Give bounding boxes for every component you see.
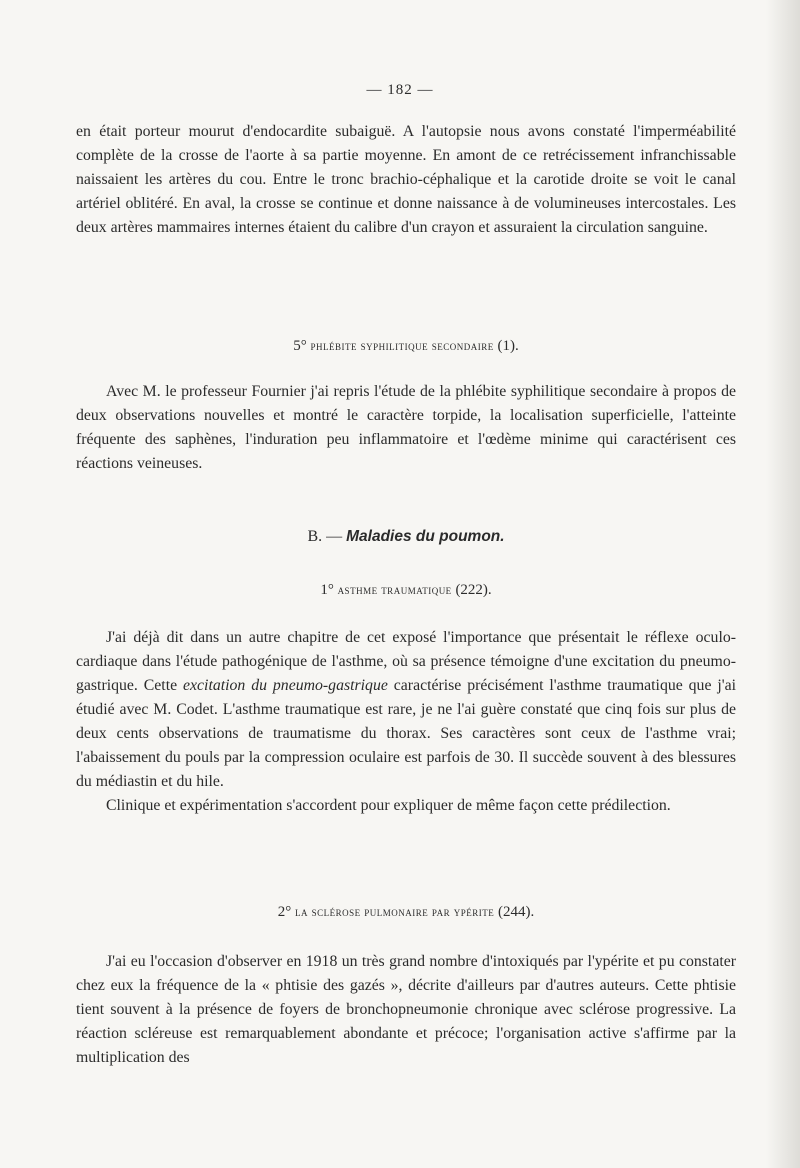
section-5-number: 5°	[293, 338, 307, 354]
section-5-ref: (1).	[497, 338, 519, 354]
section-5-paragraph: Avec M. le professeur Fournier j'ai repris l'étude de la phlébite syphilitique secondaire à propos de deux observations nouvelles et montré le caractère torpide, la localisation superficielle, l'atteinte fréquente des saphènes, l'induration peu inflammatoire et l'œdème minime qui caractérisent ces réactions veineuses.	[76, 383, 736, 472]
asthme-paragraph-1	[76, 626, 736, 794]
sclerose-heading	[76, 904, 736, 921]
page-edge-shadow	[766, 0, 800, 1168]
asthme-ref: (222).	[455, 582, 492, 598]
sclerose-paragraph: J'ai eu l'occasion d'observer en 1918 un très grand nombre d'intoxiqués par l'ypérite et pu constater chez eux la fréquence de la « phtisie des gazés », décrite d'ailleurs par d'autres auteurs. Cette phtisie tient souvent à la présence de foyers de bronchopneumonie chronique avec sclérose progressive. La réaction scléreuse est remarquablement abondante et précoce; l'organisation active s'affirme par la multiplication des	[76, 953, 736, 1066]
sclerose-ref: (244).	[497, 904, 535, 920]
asthme-paragraph-2: Clinique et expérimentation s'accordent pour expliquer de même façon cette prédilection.	[106, 797, 671, 814]
section-b-prefix: B. —	[307, 528, 343, 545]
asthme-p1-end: caractérise précisément l'asthme traumatique que j'ai étudié avec M. Codet. L'asthme traumatique est rare, je ne l'ai guère constaté que cinq fois sur plus de deux cents observations de traumatisme du thorax. Ses caractères sont ceux de l'asthme vrai; l'abaissement du pouls par la compression oculaire est parfois de 30. Il succède souvent à des blessures du médiastin et du hile.	[76, 677, 737, 790]
section-b-title: Maladies du poumon.	[346, 528, 505, 545]
section-b-heading	[76, 528, 736, 546]
section-5-paragraph-block	[76, 380, 736, 476]
page-number: — 182 —	[366, 82, 434, 98]
intro-paragraph: en était porteur mourut d'endocardite subaiguë. A l'autopsie nous avons constaté l'imperméabilité complète de la crosse de l'aorte à sa partie moyenne. En amont de ce retrécissement infranchissable naissaient les artères du cou. Entre le tronc brachio-céphalique et la carotide droite se voit le canal artériel oblitéré. En aval, la crosse se continue et donne naissance à de volumineuses intercostales. Les deux artères mammaires internes étaient du calibre d'un crayon et assuraient la circulation sanguine.	[76, 123, 736, 236]
intro-paragraph-block	[76, 120, 736, 240]
sclerose-title: la sclérose pulmonaire par ypérite	[295, 905, 495, 919]
asthme-p1-start: J'ai déjà dit dans un autre chapitre de cet exposé l'importance que présentait le réflexe oculo-cardiaque dans l'étude pathogénique de l'asthme, où sa présence témoigne d'une excitation du pneumo-gastrique. Cette	[76, 629, 736, 694]
section-5-heading	[76, 338, 736, 355]
asthme-title: asthme traumatique	[337, 583, 452, 597]
asthme-p1-italic: excitation du pneumo-gastrique	[183, 677, 388, 694]
section-5-title: phlébite syphilitique secondaire	[310, 339, 494, 353]
sclerose-number: 2°	[277, 904, 292, 920]
asthme-number: 1°	[320, 582, 334, 598]
sclerose-paragraph-block	[76, 950, 736, 1070]
asthme-heading	[76, 582, 736, 599]
asthme-paragraph-block	[76, 626, 736, 818]
